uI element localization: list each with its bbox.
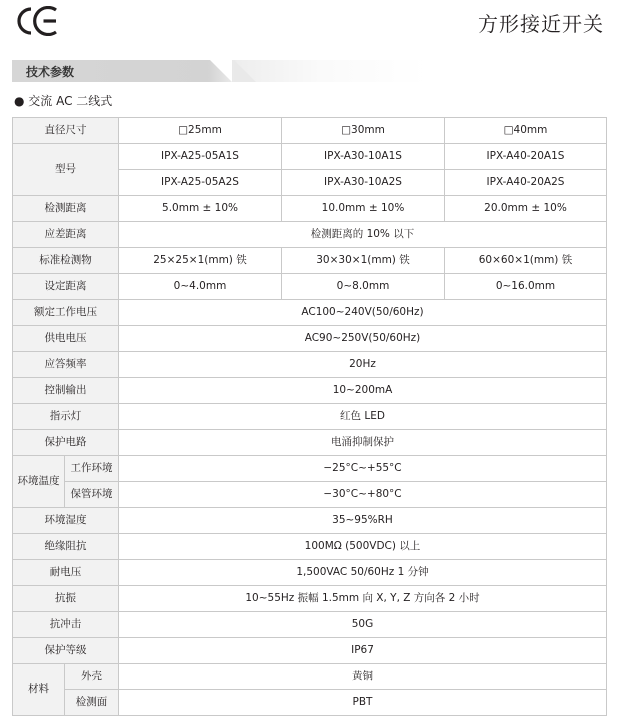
row-header: 检测距离 <box>13 196 119 222</box>
page-title: 方形接近开关 <box>478 12 604 36</box>
section-title: 技术参数 <box>26 65 75 79</box>
table-row <box>13 222 607 248</box>
table-row <box>13 144 607 170</box>
cell: 检测距离的 10% 以下 <box>119 222 607 248</box>
cell: IPX-A40-20A1S <box>445 144 607 170</box>
section-bar-wedge <box>210 60 232 82</box>
cell: 10.0mm ± 10% <box>282 196 445 222</box>
table-row <box>13 326 607 352</box>
cell: −30°C~+80°C <box>119 482 607 508</box>
table-row <box>13 118 607 144</box>
row-header: 应答频率 <box>13 352 119 378</box>
cell: 10~55Hz 振幅 1.5mm 向 X, Y, Z 方向各 2 小时 <box>119 586 607 612</box>
row-header: 供电电压 <box>13 326 119 352</box>
cell: □25mm <box>119 118 282 144</box>
row-subheader: 检测面 <box>65 690 119 716</box>
cell: □30mm <box>282 118 445 144</box>
ce-mark-icon <box>12 6 60 36</box>
cell: IP67 <box>119 638 607 664</box>
row-header: 设定距离 <box>13 274 119 300</box>
cell: 红色 LED <box>119 404 607 430</box>
row-header: 材料 <box>13 664 65 716</box>
table-row <box>13 612 607 638</box>
cell: 35~95%RH <box>119 508 607 534</box>
cell: −25°C~+55°C <box>119 456 607 482</box>
row-header: 指示灯 <box>13 404 119 430</box>
row-header: 保护电路 <box>13 430 119 456</box>
row-subheader: 工作环境 <box>65 456 119 482</box>
row-header: 耐电压 <box>13 560 119 586</box>
table-row <box>13 664 607 690</box>
cell: AC100~240V(50/60Hz) <box>119 300 607 326</box>
table-row <box>13 586 607 612</box>
section-bar-gradient <box>12 60 606 82</box>
cell: 1,500VAC 50/60Hz 1 分钟 <box>119 560 607 586</box>
cell: 50G <box>119 612 607 638</box>
table-row <box>13 352 607 378</box>
table-row <box>13 274 607 300</box>
row-header: 保护等级 <box>13 638 119 664</box>
subtitle: ● 交流 AC 二线式 <box>14 94 113 108</box>
table-row <box>13 508 607 534</box>
cell: 20Hz <box>119 352 607 378</box>
row-header: 控制输出 <box>13 378 119 404</box>
cell: IPX-A40-20A2S <box>445 170 607 196</box>
table-row <box>13 404 607 430</box>
row-header: 抗振 <box>13 586 119 612</box>
row-header: 环境温度 <box>13 456 65 508</box>
table-row <box>13 456 607 482</box>
row-subheader: 保管环境 <box>65 482 119 508</box>
row-header: 环境湿度 <box>13 508 119 534</box>
cell: 电涌抑制保护 <box>119 430 607 456</box>
cell: IPX-A25-05A1S <box>119 144 282 170</box>
row-header: 标准检测物 <box>13 248 119 274</box>
cell: 60×60×1(mm) 铁 <box>445 248 607 274</box>
section-bar <box>12 60 606 82</box>
table-row <box>13 534 607 560</box>
cell: 10~200mA <box>119 378 607 404</box>
cell: AC90~250V(50/60Hz) <box>119 326 607 352</box>
cell: 5.0mm ± 10% <box>119 196 282 222</box>
cell: 0~8.0mm <box>282 274 445 300</box>
cell: 0~4.0mm <box>119 274 282 300</box>
cell: IPX-A25-05A2S <box>119 170 282 196</box>
cell: 20.0mm ± 10% <box>445 196 607 222</box>
cell: PBT <box>119 690 607 716</box>
row-header: 绝缘阻抗 <box>13 534 119 560</box>
row-header: 应差距离 <box>13 222 119 248</box>
cell: 30×30×1(mm) 铁 <box>282 248 445 274</box>
table-row <box>13 196 607 222</box>
row-header: 抗冲击 <box>13 612 119 638</box>
row-header: 直径尺寸 <box>13 118 119 144</box>
table-row <box>13 638 607 664</box>
table-row <box>13 300 607 326</box>
table-row <box>13 560 607 586</box>
cell: 黄铜 <box>119 664 607 690</box>
cell: 100MΩ (500VDC) 以上 <box>119 534 607 560</box>
table-row <box>13 248 607 274</box>
cell: 0~16.0mm <box>445 274 607 300</box>
page-header <box>0 0 618 46</box>
specification-table <box>12 117 607 716</box>
cell: □40mm <box>445 118 607 144</box>
row-header: 型号 <box>13 144 119 196</box>
section-bar-wedge-secondary <box>234 60 256 82</box>
table-row <box>13 690 607 716</box>
table-row <box>13 430 607 456</box>
row-header: 额定工作电压 <box>13 300 119 326</box>
table-row <box>13 482 607 508</box>
table-row <box>13 378 607 404</box>
row-subheader: 外壳 <box>65 664 119 690</box>
cell: IPX-A30-10A1S <box>282 144 445 170</box>
cell: IPX-A30-10A2S <box>282 170 445 196</box>
cell: 25×25×1(mm) 铁 <box>119 248 282 274</box>
